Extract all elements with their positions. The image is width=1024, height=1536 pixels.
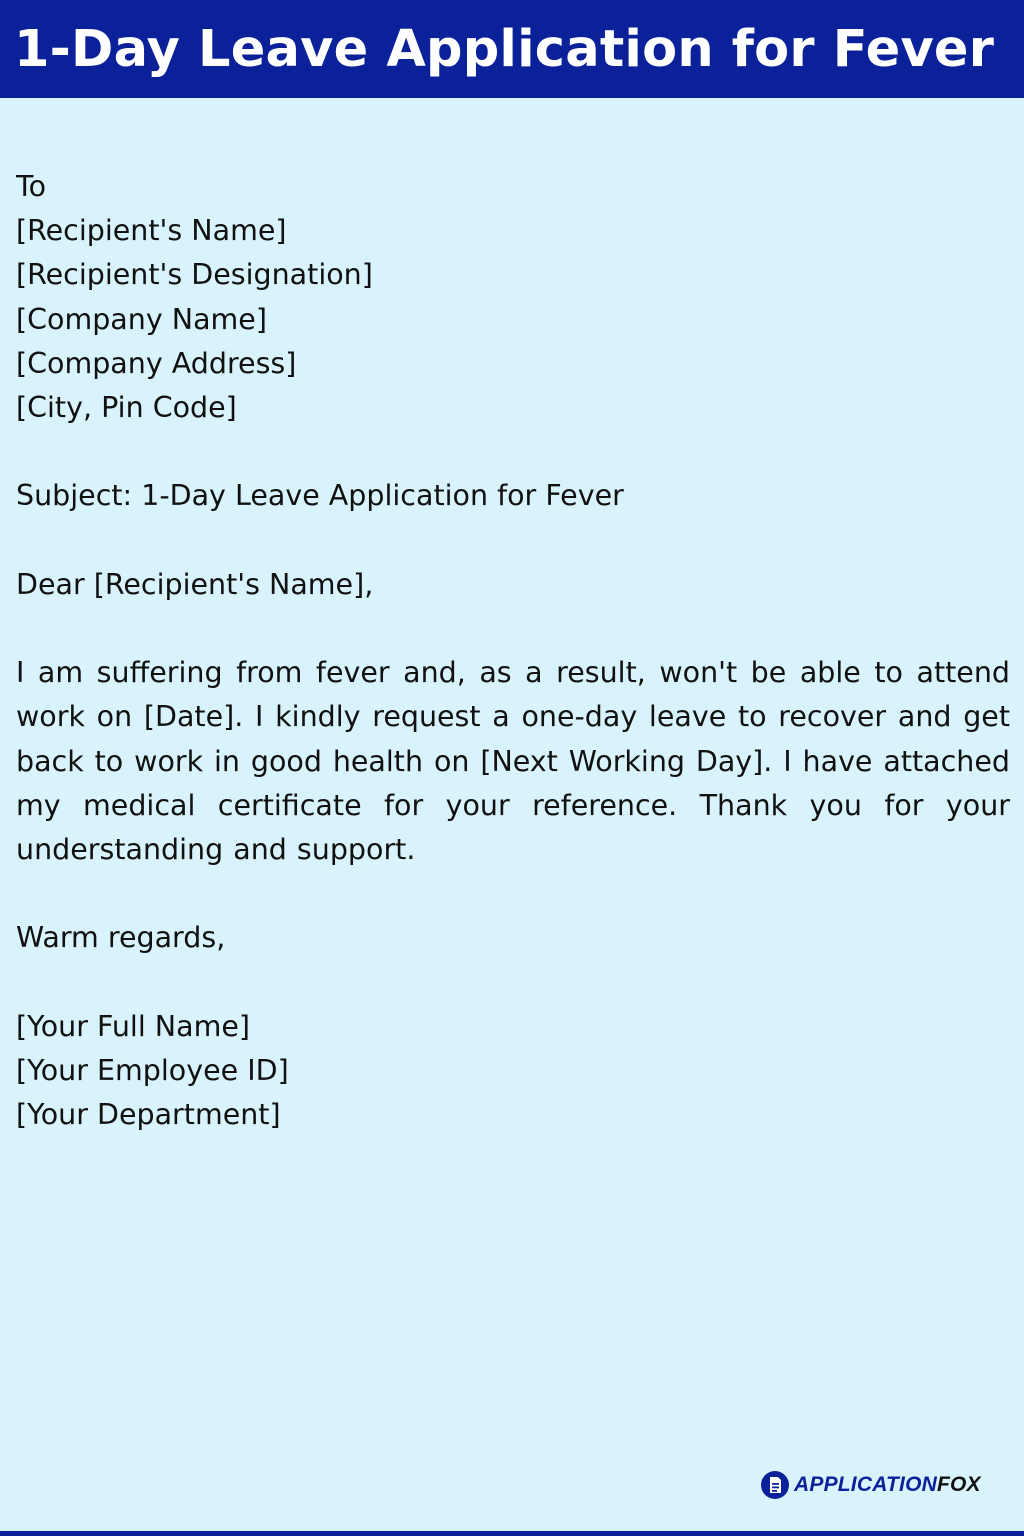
recipient-designation: [Recipient's Designation]	[16, 258, 373, 292]
spacer	[16, 430, 1010, 474]
spacer	[16, 519, 1010, 563]
logo-text-fox: FOX	[936, 1473, 981, 1496]
subject-line: Subject: 1-Day Leave Application for Fever	[16, 479, 624, 513]
spacer	[16, 961, 1010, 1005]
closing: Warm regards,	[16, 921, 226, 955]
header-banner	[0, 0, 1024, 98]
body-paragraph: I am suffering from fever and, as a result, won't be able to attend work on [Date]. I kindly request a one-day leave to recover and get back to work in good health on [Next Working Day]. I have attached my medical certificate for your reference. Thank you for your understanding and support.	[16, 656, 1010, 866]
signature-full-name: [Your Full Name]	[16, 1009, 251, 1043]
spacer	[16, 872, 1010, 916]
letter-body	[16, 165, 1010, 1137]
company-name: [Company Name]	[16, 302, 267, 336]
applicationfox-logo	[760, 1470, 981, 1500]
salutation-to: To	[16, 170, 47, 203]
recipient-name: [Recipient's Name]	[16, 214, 287, 248]
company-address: [Company Address]	[16, 346, 297, 380]
document-icon	[760, 1470, 790, 1500]
signature-department: [Your Department]	[16, 1098, 281, 1132]
footer-bar	[0, 1531, 1024, 1536]
logo-text-application: APPLICATION	[794, 1473, 937, 1496]
spacer	[16, 607, 1010, 651]
greeting: Dear [Recipient's Name],	[16, 567, 374, 601]
city-pin-code: [City, Pin Code]	[16, 391, 237, 425]
page-title: 1-Day Leave Application for Fever	[14, 19, 995, 79]
signature-employee-id: [Your Employee ID]	[16, 1053, 289, 1087]
